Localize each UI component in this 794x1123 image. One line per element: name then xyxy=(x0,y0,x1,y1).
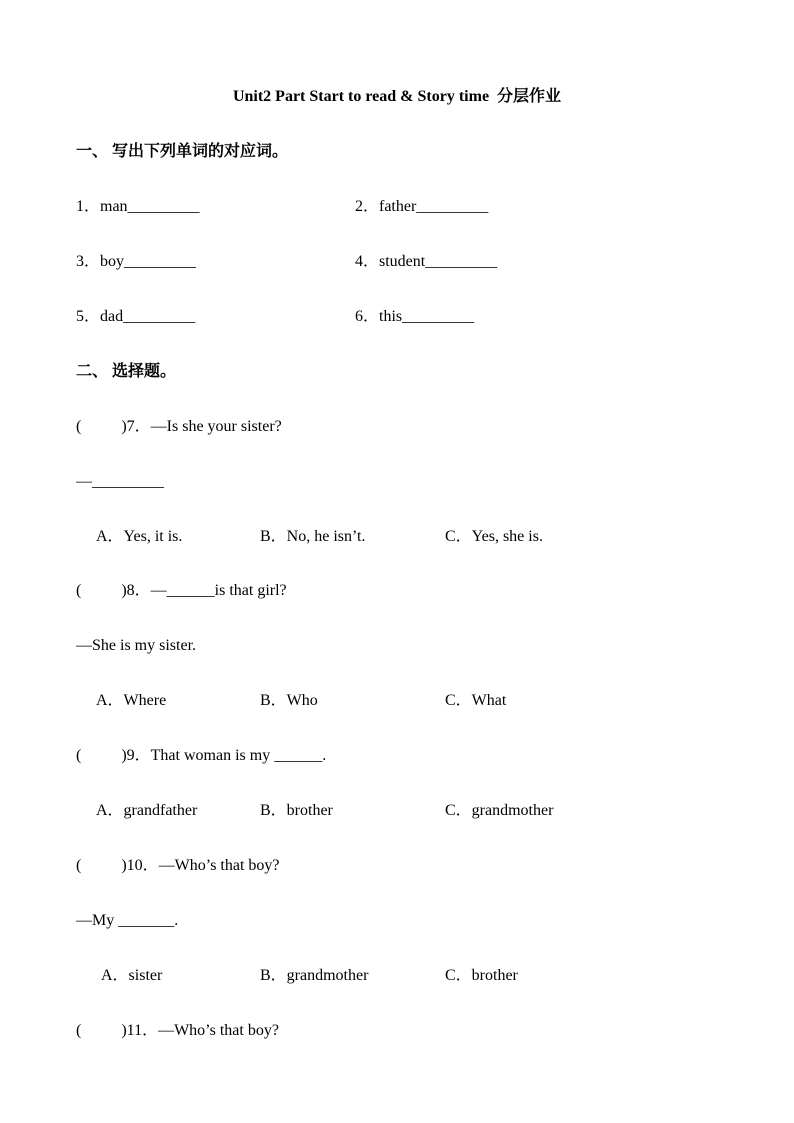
section-2-heading: 二、 选择题。 xyxy=(76,363,177,380)
question-8-option-b: B．Who xyxy=(260,692,318,709)
question-8-stem: ( )8．—______is that girl? xyxy=(76,582,287,599)
question-10-option-b: B．grandmother xyxy=(260,967,369,984)
page-title: Unit2 Part Start to read & Story time 分层作业 xyxy=(232,88,562,105)
item-4: 4．student_________ xyxy=(355,253,498,270)
question-10-stem: ( )10．—Who’s that boy? xyxy=(76,857,280,874)
question-8-answer-line: —She is my sister. xyxy=(76,637,197,654)
question-11-stem: ( )11．—Who’s that boy? xyxy=(76,1022,279,1039)
question-7-option-a: A．Yes, it is. xyxy=(96,528,183,545)
question-9-option-c: C．grandmother xyxy=(445,802,554,819)
item-3: 3．boy_________ xyxy=(76,253,197,270)
question-9-stem: ( )9．That woman is my ______. xyxy=(76,747,327,764)
section-1-heading: 一、 写出下列单词的对应词。 xyxy=(76,143,289,160)
item-1: 1．man_________ xyxy=(76,198,200,215)
question-8-option-c: C．What xyxy=(445,692,507,709)
question-10-option-a: A．sister xyxy=(101,967,163,984)
question-7-option-c: C．Yes, she is. xyxy=(445,528,543,545)
question-10-option-c: C．brother xyxy=(445,967,518,984)
item-5: 5．dad_________ xyxy=(76,308,196,325)
item-2: 2．father_________ xyxy=(355,198,489,215)
item-6: 6．this_________ xyxy=(355,308,475,325)
question-7-option-b: B．No, he isn’t. xyxy=(260,528,366,545)
question-9-option-a: A．grandfather xyxy=(96,802,198,819)
question-10-answer-line: —My _______. xyxy=(76,912,179,929)
question-7-answer-line: —_________ xyxy=(76,473,164,490)
question-7-stem: ( )7．—Is she your sister? xyxy=(76,418,282,435)
question-8-option-a: A．Where xyxy=(96,692,167,709)
question-9-option-b: B．brother xyxy=(260,802,333,819)
